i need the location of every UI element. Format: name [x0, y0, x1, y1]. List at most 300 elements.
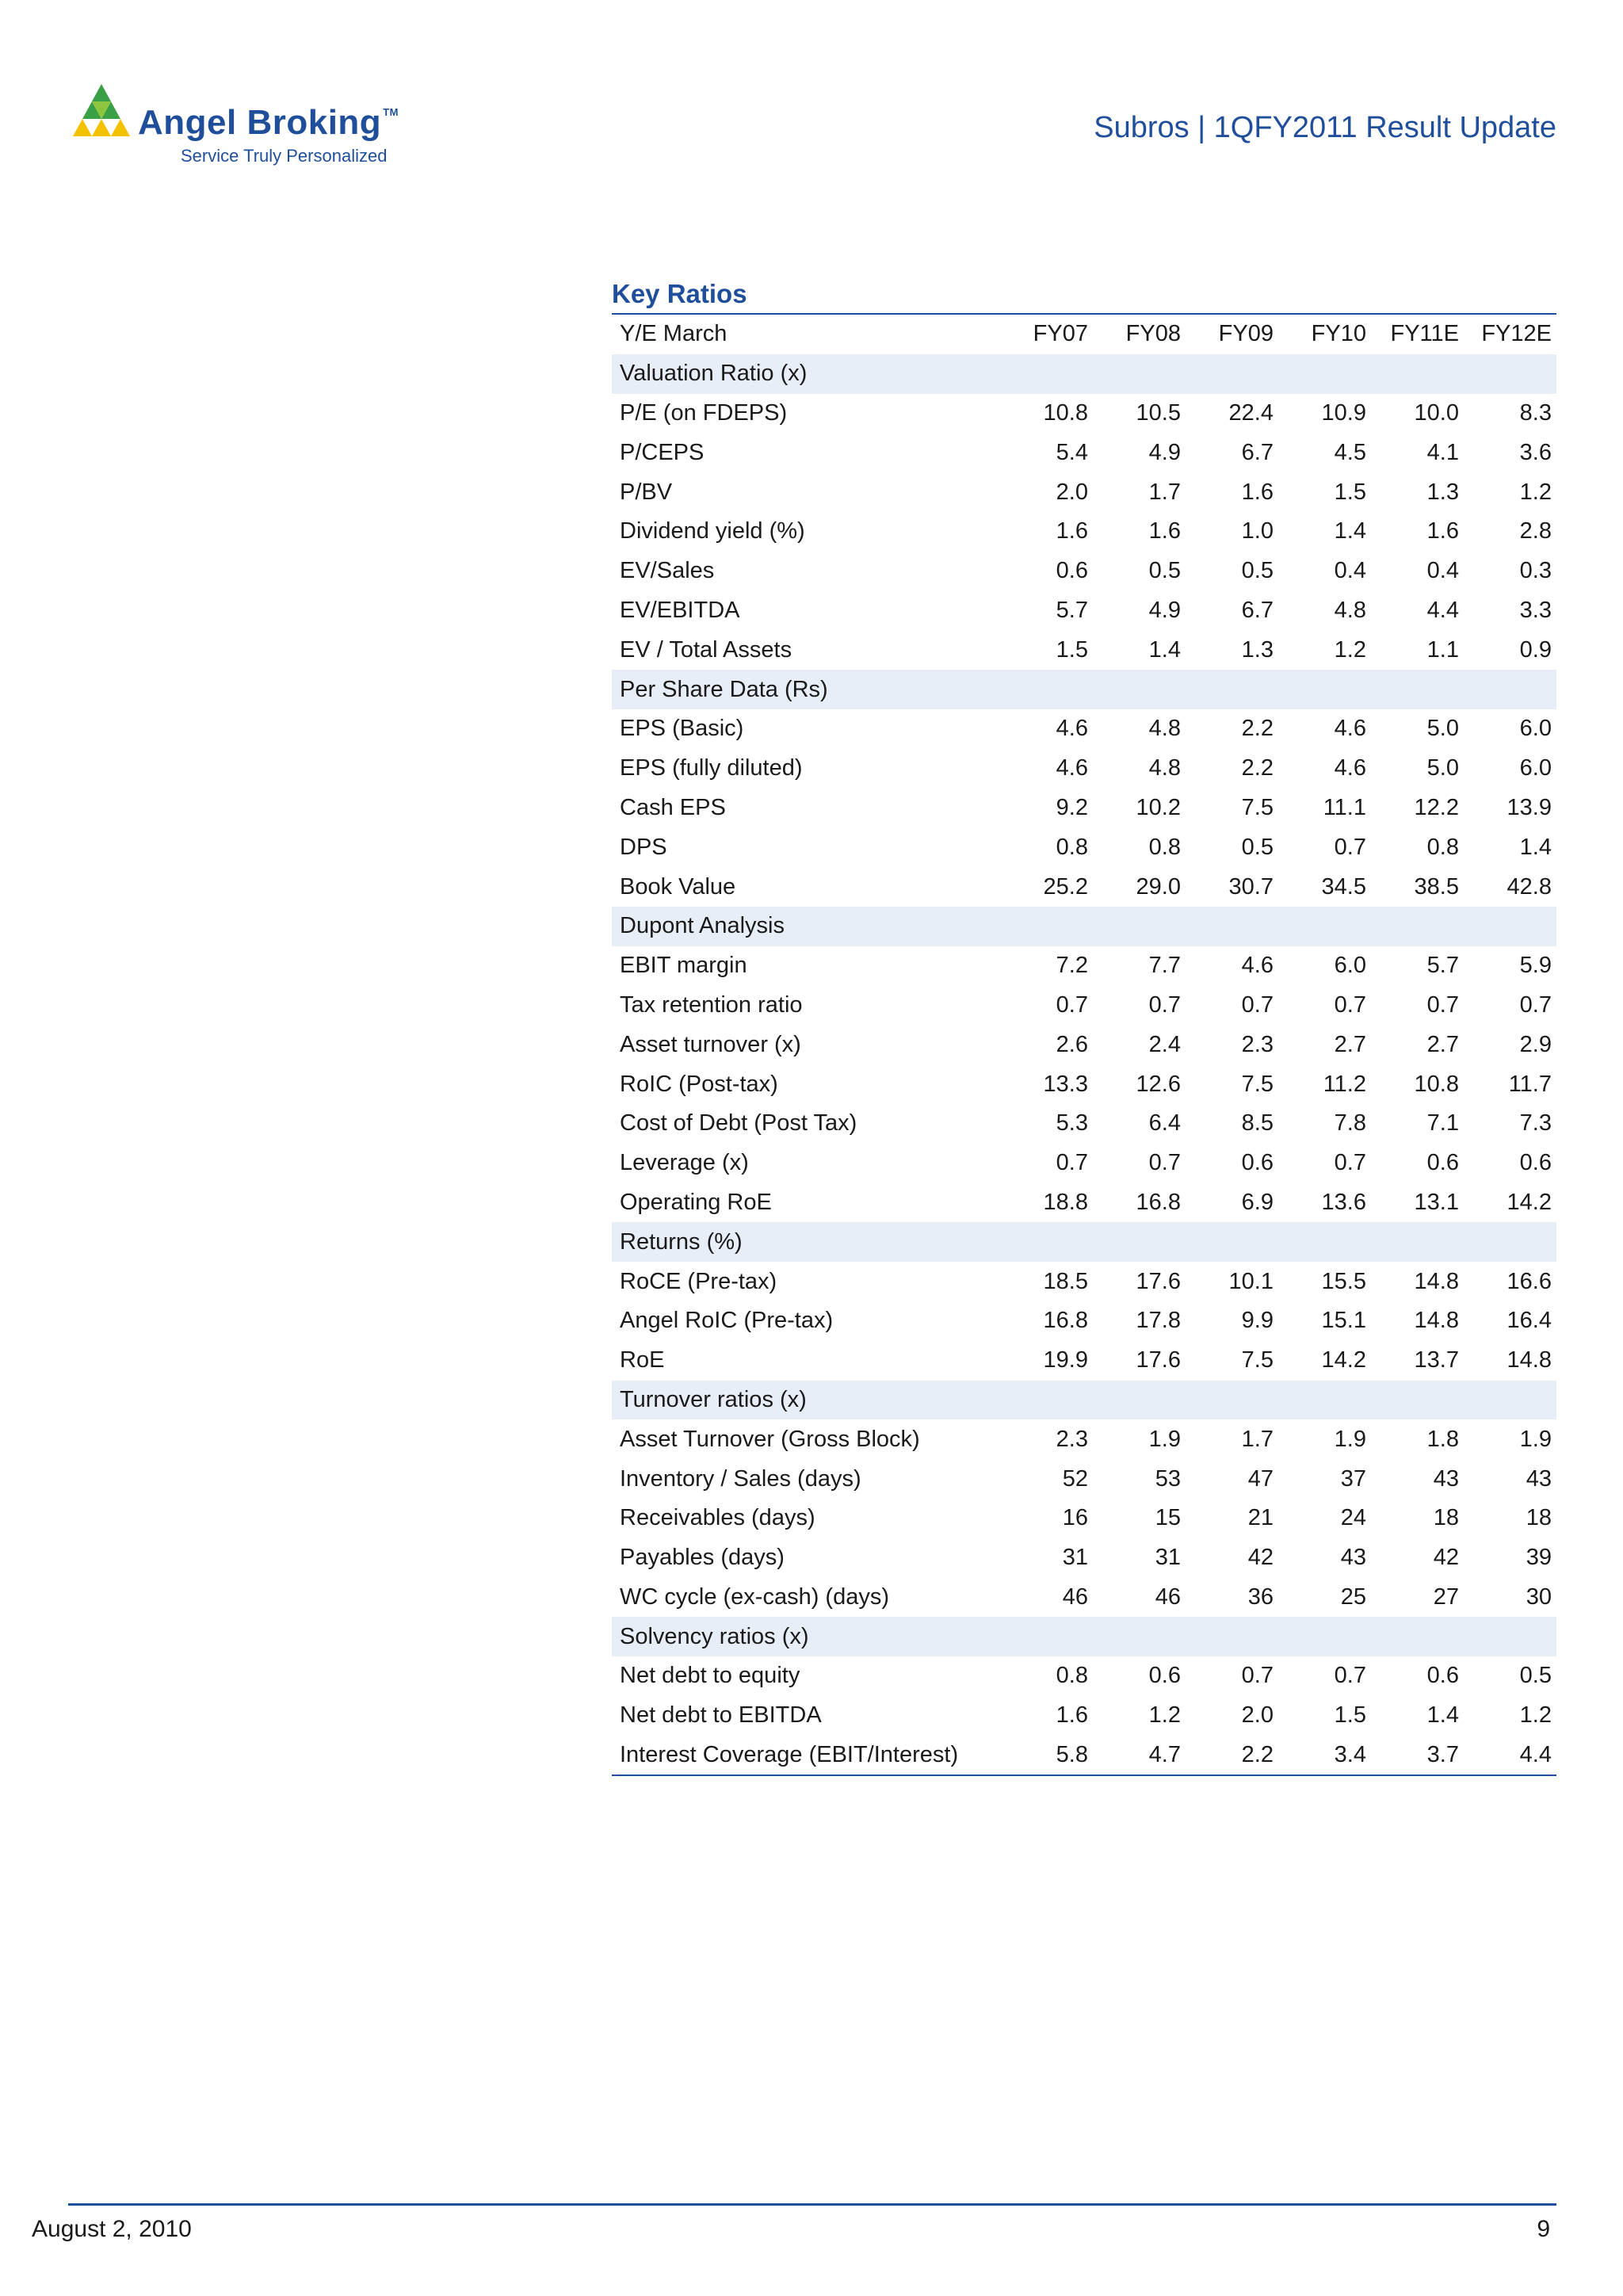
value-cell: 11.2: [1323, 1071, 1366, 1097]
value-cell: 0.7: [1334, 1663, 1366, 1689]
value-cell: 0.5: [1241, 558, 1274, 584]
value-cell: 14.2: [1507, 1189, 1552, 1215]
column-header-year: FY09: [1218, 321, 1274, 347]
value-cell: 5.9: [1519, 953, 1552, 979]
value-cell: 2.7: [1426, 1031, 1459, 1057]
value-cell: 30.7: [1228, 873, 1274, 900]
value-cell: 10.0: [1414, 399, 1459, 426]
value-cell: 4.9: [1148, 439, 1181, 465]
column-header-year: FY10: [1311, 321, 1366, 347]
value-cell: 39: [1526, 1545, 1552, 1571]
value-cell: 42: [1247, 1545, 1274, 1571]
table-row: [612, 1419, 1556, 1459]
brand-tagline: Service Truly Personalized: [181, 146, 388, 166]
value-cell: 1.4: [1148, 636, 1181, 663]
value-cell: 0.7: [1056, 1150, 1088, 1176]
value-cell: 4.4: [1426, 597, 1459, 623]
row-label: Tax retention ratio: [620, 991, 803, 1018]
value-cell: 12.2: [1414, 794, 1459, 820]
value-cell: 15: [1155, 1505, 1181, 1531]
value-cell: 7.1: [1426, 1110, 1459, 1137]
value-cell: 6.7: [1241, 597, 1274, 623]
row-label: WC cycle (ex-cash) (days): [620, 1584, 889, 1610]
value-cell: 1.9: [1334, 1426, 1366, 1452]
value-cell: 0.3: [1519, 558, 1552, 584]
row-label: Book Value: [620, 873, 736, 900]
row-label: EPS (Basic): [620, 716, 744, 742]
value-cell: 11.7: [1508, 1071, 1552, 1097]
value-cell: 22.4: [1228, 399, 1274, 426]
row-label: DPS: [620, 834, 667, 860]
column-header-year: FY07: [1033, 321, 1088, 347]
value-cell: 0.6: [1056, 558, 1088, 584]
value-cell: 7.5: [1241, 794, 1274, 820]
value-cell: 13.6: [1321, 1189, 1366, 1215]
value-cell: 10.8: [1043, 399, 1088, 426]
table-row: [612, 1656, 1556, 1696]
value-cell: [1186, 354, 1278, 394]
value-cell: 17.8: [1136, 1308, 1181, 1334]
value-cell: 14.8: [1414, 1308, 1459, 1334]
value-cell: 0.7: [1148, 991, 1181, 1018]
value-cell: 27: [1433, 1584, 1459, 1610]
value-cell: 1.5: [1056, 636, 1088, 663]
value-cell: 7.8: [1334, 1110, 1366, 1137]
value-cell: 36: [1247, 1584, 1274, 1610]
value-cell: 5.3: [1056, 1110, 1088, 1137]
value-cell: [1278, 1222, 1371, 1262]
value-cell: 1.6: [1426, 518, 1459, 544]
value-cell: 5.7: [1426, 953, 1459, 979]
value-cell: 2.7: [1334, 1031, 1366, 1057]
page-number: 9: [1537, 2216, 1550, 2242]
value-cell: 10.8: [1414, 1071, 1459, 1097]
table-row: [612, 1459, 1556, 1499]
value-cell: 37: [1340, 1465, 1366, 1492]
value-cell: 42.8: [1507, 873, 1552, 900]
value-cell: 1.2: [1334, 636, 1366, 663]
table-body: [612, 354, 1556, 1776]
value-cell: 2.4: [1148, 1031, 1181, 1057]
row-label: EBIT margin: [620, 953, 747, 979]
value-cell: 13.1: [1414, 1189, 1459, 1215]
value-cell: 1.2: [1519, 1702, 1552, 1729]
row-label: Interest Coverage (EBIT/Interest): [620, 1742, 959, 1768]
value-cell: 6.0: [1519, 716, 1552, 742]
value-cell: 46: [1155, 1584, 1181, 1610]
report-title: Subros | 1QFY2011 Result Update: [1094, 111, 1556, 144]
row-label: Receivables (days): [620, 1505, 815, 1531]
value-cell: 5.0: [1426, 716, 1459, 742]
value-cell: 1.0: [1241, 518, 1274, 544]
value-cell: 1.4: [1334, 518, 1366, 544]
value-cell: [1093, 1381, 1186, 1420]
value-cell: 4.1: [1426, 439, 1459, 465]
value-cell: [1000, 670, 1093, 709]
table-row: [612, 1262, 1556, 1301]
value-cell: 18: [1526, 1505, 1552, 1531]
column-header-label: Y/E March: [620, 321, 727, 347]
row-label: Angel RoIC (Pre-tax): [620, 1308, 834, 1334]
value-cell: [1093, 907, 1186, 946]
value-cell: 10.9: [1321, 399, 1366, 426]
value-cell: 13.3: [1043, 1071, 1088, 1097]
table-row: [612, 552, 1556, 591]
value-cell: [1371, 1222, 1464, 1262]
value-cell: 2.0: [1056, 479, 1088, 505]
value-cell: [1278, 1617, 1371, 1656]
value-cell: 6.0: [1519, 755, 1552, 781]
value-cell: 0.7: [1241, 1663, 1274, 1689]
value-cell: 4.9: [1148, 597, 1181, 623]
value-cell: [1278, 670, 1371, 709]
value-cell: 0.6: [1426, 1150, 1459, 1176]
value-cell: 3.4: [1334, 1742, 1366, 1768]
row-label: EPS (fully diluted): [620, 755, 803, 781]
row-label: RoIC (Post-tax): [620, 1071, 778, 1097]
row-label: EV/EBITDA: [620, 597, 740, 623]
table-row: [612, 1696, 1556, 1736]
value-cell: 4.4: [1519, 1742, 1552, 1768]
value-cell: [1000, 1381, 1093, 1420]
row-label: Leverage (x): [620, 1150, 749, 1176]
value-cell: [1093, 1222, 1186, 1262]
section-header-row: [612, 1617, 1556, 1656]
value-cell: 1.6: [1241, 479, 1274, 505]
value-cell: 5.7: [1056, 597, 1088, 623]
value-cell: [1186, 1381, 1278, 1420]
value-cell: [1093, 354, 1186, 394]
value-cell: 0.7: [1334, 991, 1366, 1018]
value-cell: 9.9: [1241, 1308, 1274, 1334]
value-cell: 0.7: [1334, 834, 1366, 860]
value-cell: 3.7: [1426, 1742, 1459, 1768]
row-label: Payables (days): [620, 1545, 785, 1571]
value-cell: 6.9: [1241, 1189, 1274, 1215]
value-cell: 9.2: [1056, 794, 1088, 820]
table-row: [612, 1499, 1556, 1538]
section-label: Per Share Data (Rs): [612, 670, 1000, 709]
value-cell: 2.2: [1241, 755, 1274, 781]
value-cell: 0.5: [1519, 1663, 1552, 1689]
value-cell: 18: [1433, 1505, 1459, 1531]
value-cell: 1.8: [1426, 1426, 1459, 1452]
value-cell: [1000, 907, 1093, 946]
value-cell: 38.5: [1414, 873, 1459, 900]
value-cell: [1464, 354, 1556, 394]
value-cell: 12.6: [1136, 1071, 1181, 1097]
value-cell: 6.0: [1334, 953, 1366, 979]
value-cell: 43: [1433, 1465, 1459, 1492]
value-cell: 1.5: [1334, 1702, 1366, 1729]
section-header-row: [612, 907, 1556, 946]
row-label: P/BV: [620, 479, 673, 505]
value-cell: 52: [1062, 1465, 1088, 1492]
value-cell: 16: [1062, 1505, 1088, 1531]
row-label: Net debt to EBITDA: [620, 1702, 822, 1729]
value-cell: 47: [1247, 1465, 1274, 1492]
table-row: [612, 789, 1556, 828]
row-label: Cost of Debt (Post Tax): [620, 1110, 857, 1137]
value-cell: 24: [1340, 1505, 1366, 1531]
value-cell: 21: [1247, 1505, 1274, 1531]
value-cell: 29.0: [1136, 873, 1181, 900]
value-cell: 6.7: [1241, 439, 1274, 465]
value-cell: 31: [1155, 1545, 1181, 1571]
section-label: Turnover ratios (x): [612, 1381, 1000, 1420]
value-cell: 10.2: [1136, 794, 1181, 820]
triangle-logo-icon: [68, 82, 135, 146]
value-cell: 43: [1340, 1545, 1366, 1571]
section-label: Solvency ratios (x): [612, 1617, 1000, 1656]
column-header-year: FY12E: [1481, 321, 1552, 347]
value-cell: 8.3: [1519, 399, 1552, 426]
value-cell: 0.6: [1519, 1150, 1552, 1176]
value-cell: 10.5: [1136, 399, 1181, 426]
value-cell: 34.5: [1321, 873, 1366, 900]
value-cell: 0.4: [1426, 558, 1459, 584]
value-cell: [1371, 1617, 1464, 1656]
value-cell: 0.8: [1056, 1663, 1088, 1689]
section-label: Valuation Ratio (x): [612, 354, 1000, 394]
value-cell: 1.6: [1056, 518, 1088, 544]
value-cell: [1371, 907, 1464, 946]
table-row: [612, 1064, 1556, 1104]
value-cell: 3.6: [1519, 439, 1552, 465]
value-cell: 14.8: [1414, 1268, 1459, 1294]
value-cell: 0.5: [1241, 834, 1274, 860]
value-cell: 7.3: [1519, 1110, 1552, 1137]
row-label: Operating RoE: [620, 1189, 772, 1215]
row-label: Asset Turnover (Gross Block): [620, 1426, 920, 1452]
angel-broking-logo: [68, 82, 401, 170]
value-cell: 4.8: [1334, 597, 1366, 623]
value-cell: 4.6: [1056, 755, 1088, 781]
key-ratios-table: [612, 313, 1556, 1776]
value-cell: [1371, 354, 1464, 394]
row-label: RoE: [620, 1347, 665, 1373]
value-cell: 7.2: [1056, 953, 1088, 979]
value-cell: 1.1: [1426, 636, 1459, 663]
value-cell: 1.4: [1519, 834, 1552, 860]
table-row: [612, 827, 1556, 867]
table-header-row: [612, 314, 1556, 354]
value-cell: 3.3: [1519, 597, 1552, 623]
value-cell: 15.5: [1321, 1268, 1366, 1294]
table-row: [612, 1301, 1556, 1341]
value-cell: 1.9: [1148, 1426, 1181, 1452]
value-cell: 14.2: [1321, 1347, 1366, 1373]
value-cell: 17.6: [1136, 1347, 1181, 1373]
value-cell: [1464, 670, 1556, 709]
table-row: [612, 630, 1556, 670]
value-cell: 0.8: [1426, 834, 1459, 860]
table-row: [612, 749, 1556, 789]
section-label: Returns (%): [612, 1222, 1000, 1262]
section-header-row: [612, 1381, 1556, 1420]
table-row: [612, 1025, 1556, 1064]
value-cell: 7.5: [1241, 1071, 1274, 1097]
value-cell: 1.7: [1241, 1426, 1274, 1452]
value-cell: [1186, 907, 1278, 946]
value-cell: 42: [1433, 1545, 1459, 1571]
value-cell: 2.0: [1241, 1702, 1274, 1729]
value-cell: 5.4: [1056, 439, 1088, 465]
value-cell: 1.4: [1426, 1702, 1459, 1729]
key-ratios-title: Key Ratios: [612, 279, 747, 308]
value-cell: 2.3: [1241, 1031, 1274, 1057]
value-cell: [1464, 1381, 1556, 1420]
value-cell: 25.2: [1043, 873, 1088, 900]
table-row: [612, 591, 1556, 631]
value-cell: 46: [1062, 1584, 1088, 1610]
value-cell: 5.8: [1056, 1742, 1088, 1768]
value-cell: 2.2: [1241, 716, 1274, 742]
table-row: [612, 1104, 1556, 1144]
value-cell: 16.8: [1136, 1189, 1181, 1215]
table-row: [612, 1144, 1556, 1183]
value-cell: 0.7: [1426, 991, 1459, 1018]
value-cell: 7.5: [1241, 1347, 1274, 1373]
value-cell: 53: [1155, 1465, 1181, 1492]
row-label: Asset turnover (x): [620, 1031, 801, 1057]
column-header-year: FY08: [1125, 321, 1181, 347]
trademark-mark: TM: [383, 106, 399, 118]
value-cell: 0.9: [1519, 636, 1552, 663]
table-row: [612, 867, 1556, 907]
value-cell: 1.3: [1241, 636, 1274, 663]
table-row: [612, 433, 1556, 472]
value-cell: 25: [1340, 1584, 1366, 1610]
value-cell: 4.6: [1241, 953, 1274, 979]
value-cell: [1093, 670, 1186, 709]
row-label: EV / Total Assets: [620, 636, 792, 663]
value-cell: 4.6: [1334, 716, 1366, 742]
table-row: [612, 1538, 1556, 1578]
footer-divider: [68, 2203, 1556, 2206]
row-label: Cash EPS: [620, 794, 726, 820]
value-cell: 1.6: [1148, 518, 1181, 544]
value-cell: 1.6: [1056, 1702, 1088, 1729]
table-row: [612, 472, 1556, 512]
value-cell: 0.7: [1334, 1150, 1366, 1176]
value-cell: [1371, 1381, 1464, 1420]
section-header-row: [612, 670, 1556, 709]
value-cell: 0.4: [1334, 558, 1366, 584]
value-cell: 0.6: [1148, 1663, 1181, 1689]
value-cell: [1186, 1617, 1278, 1656]
value-cell: [1464, 1222, 1556, 1262]
value-cell: 0.7: [1056, 991, 1088, 1018]
section-header-row: [612, 354, 1556, 394]
value-cell: 15.1: [1321, 1308, 1366, 1334]
value-cell: [1000, 1617, 1093, 1656]
value-cell: 1.5: [1334, 479, 1366, 505]
value-cell: [1000, 1222, 1093, 1262]
row-label: EV/Sales: [620, 558, 715, 584]
value-cell: 16.8: [1043, 1308, 1088, 1334]
value-cell: 0.7: [1519, 991, 1552, 1018]
value-cell: 4.8: [1148, 716, 1181, 742]
value-cell: 13.7: [1414, 1347, 1459, 1373]
value-cell: 4.7: [1148, 1742, 1181, 1768]
section-label: Dupont Analysis: [612, 907, 1000, 946]
value-cell: 6.4: [1148, 1110, 1181, 1137]
value-cell: 0.5: [1148, 558, 1181, 584]
value-cell: 5.0: [1426, 755, 1459, 781]
value-cell: 4.6: [1334, 755, 1366, 781]
value-cell: 2.3: [1056, 1426, 1088, 1452]
value-cell: 7.7: [1148, 953, 1181, 979]
value-cell: 14.8: [1507, 1347, 1552, 1373]
value-cell: 0.7: [1241, 991, 1274, 1018]
value-cell: [1278, 907, 1371, 946]
value-cell: [1186, 670, 1278, 709]
value-cell: [1278, 354, 1371, 394]
row-label: RoCE (Pre-tax): [620, 1268, 777, 1294]
value-cell: 10.1: [1228, 1268, 1274, 1294]
value-cell: 18.5: [1043, 1268, 1088, 1294]
value-cell: 1.9: [1519, 1426, 1552, 1452]
value-cell: 11.1: [1323, 794, 1366, 820]
row-label: P/E (on FDEPS): [620, 399, 788, 426]
row-label: P/CEPS: [620, 439, 705, 465]
value-cell: 1.2: [1519, 479, 1552, 505]
value-cell: 31: [1062, 1545, 1088, 1571]
value-cell: 0.7: [1148, 1150, 1181, 1176]
table-row: [612, 394, 1556, 434]
brand-name: Angel Broking ™: [138, 103, 399, 142]
value-cell: [1464, 1617, 1556, 1656]
value-cell: [1464, 907, 1556, 946]
row-label: Dividend yield (%): [620, 518, 805, 544]
value-cell: 16.4: [1507, 1308, 1552, 1334]
table-row: [612, 986, 1556, 1026]
table-row: [612, 709, 1556, 749]
value-cell: [1000, 354, 1093, 394]
value-cell: 2.6: [1056, 1031, 1088, 1057]
value-cell: 1.2: [1148, 1702, 1181, 1729]
table-row: [612, 512, 1556, 552]
value-cell: [1371, 670, 1464, 709]
value-cell: 16.6: [1507, 1268, 1552, 1294]
value-cell: 1.3: [1426, 479, 1459, 505]
value-cell: 0.6: [1241, 1150, 1274, 1176]
value-cell: 18.8: [1043, 1189, 1088, 1215]
value-cell: 1.7: [1148, 479, 1181, 505]
value-cell: 19.9: [1043, 1347, 1088, 1373]
value-cell: 2.8: [1519, 518, 1552, 544]
value-cell: [1186, 1222, 1278, 1262]
value-cell: [1093, 1617, 1186, 1656]
value-cell: 0.8: [1056, 834, 1088, 860]
value-cell: 43: [1526, 1465, 1552, 1492]
value-cell: 30: [1526, 1584, 1552, 1610]
table-row: [612, 1183, 1556, 1223]
value-cell: 4.8: [1148, 755, 1181, 781]
footer-date: August 2, 2010: [32, 2216, 192, 2242]
value-cell: 2.9: [1519, 1031, 1552, 1057]
value-cell: 0.6: [1426, 1663, 1459, 1689]
value-cell: 17.6: [1136, 1268, 1181, 1294]
value-cell: 8.5: [1241, 1110, 1274, 1137]
value-cell: 0.8: [1148, 834, 1181, 860]
row-label: Inventory / Sales (days): [620, 1465, 861, 1492]
table-row: [612, 946, 1556, 986]
value-cell: 2.2: [1241, 1742, 1274, 1768]
table-row: [612, 1736, 1556, 1776]
value-cell: [1278, 1381, 1371, 1420]
